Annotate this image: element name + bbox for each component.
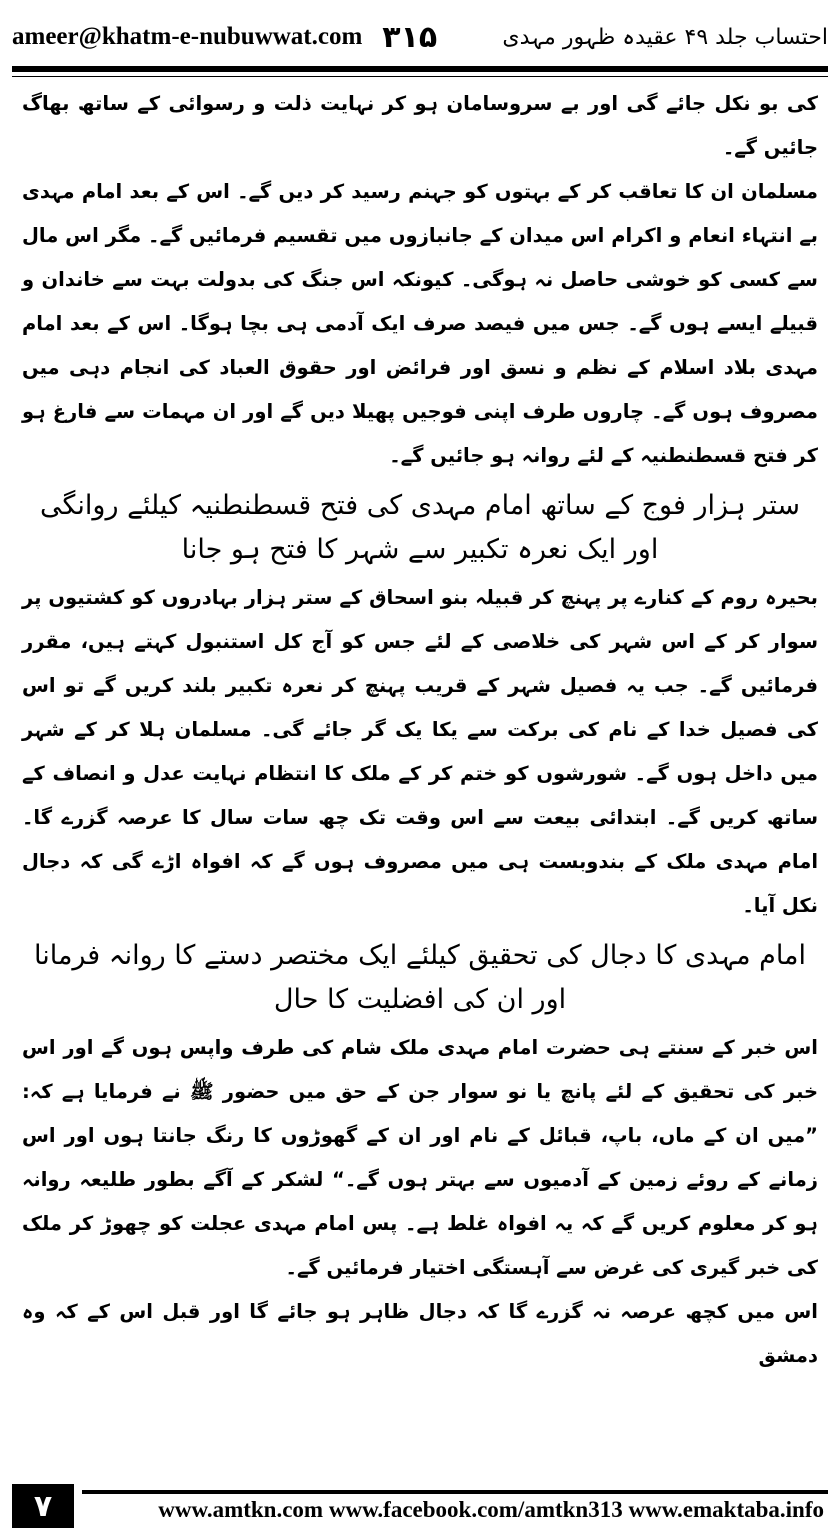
footer-rule: [82, 1490, 828, 1494]
page-footer: [12, 1484, 828, 1528]
section-heading-2: [22, 934, 818, 1022]
section-heading-2-line-2: اور ان کی افضلیت کا حال: [273, 984, 567, 1015]
header-rule-thick: [12, 66, 828, 72]
page-header: [12, 14, 828, 60]
header-email[interactable]: ameer@khatm-e-nubuwwat.com: [12, 23, 363, 50]
footer-number: ۷: [12, 1484, 74, 1528]
header-rule-thin: [12, 76, 828, 77]
paragraph-1: کی بو نکل جائے گی اور بے سروسامان ہو کر نہایت ذلت و رسوائی کے ساتھ بھاگ جائیں گے۔: [22, 92, 818, 159]
section-heading-1: [22, 484, 818, 572]
header-title: احتساب جلد ۴۹ عقیدہ ظہور مہدی: [502, 24, 828, 50]
header-left: [12, 20, 437, 55]
footer-bar: [74, 1484, 828, 1528]
header-page-number: ۳۱۵: [382, 19, 438, 55]
paragraph-3: بحیرہ روم کے کنارے پر پہنچ کر قبیلہ بنو اسحاق کے ستر ہزار بہادروں کو کشتیوں پر سوار کر کے اس شہر کی خلاصی کے لئے جس کو آج کل استنبول کہتے ہیں، مقرر فرمائیں گے۔ جب یہ فصیل شہر کے قریب پہنچ کر نعرہ تکبیر بلند کریں گے تو اس کی فصیل خدا کے نام کی برکت سے یکا یک گر جائے گی۔ مسلمان ہلا کر کے شہر میں داخل ہوں گے۔ شورشوں کو ختم کر کے ملک کا انتظام نہایت عدل و انصاف کے ساتھ کریں گے۔ ابتدائی بیعت سے اس وقت تک چھ سات سال کا عرصہ گزرے گا۔ امام مہدی ملک کے بندوبست ہی میں مصروف ہوں گے کہ افواہ اڑے گی کہ دجال نکل آیا۔: [22, 586, 818, 917]
paragraph-4: اس خبر کے سنتے ہی حضرت امام مہدی ملک شام کی طرف واپس ہوں گے اور اس خبر کی تحقیق کے لئے پانچ یا نو سوار جن کے حق میں حضور ﷺ نے فرمایا ہے کہ: ”میں ان کے ماں، باپ، قبائل کے نام اور ان کے گھوڑوں کا رنگ جانتا ہوں اور اس زمانے کے روئے زمین کے آدمیوں سے بہتر ہوں گے۔“ لشکر کے آگے بطور طلیعہ روانہ ہو کر معلوم کریں گے کہ یہ افواہ غلط ہے۔ پس امام مہدی عجلت کو چھوڑ کر ملک کی خبر گیری کی غرض سے آہستگی اختیار فرمائیں گے۔: [22, 1036, 818, 1279]
footer-urls[interactable]: www.amtkn.com www.facebook.com/amtkn313 www.emaktaba.info: [158, 1496, 824, 1522]
paragraph-2: مسلمان ان کا تعاقب کر کے بہتوں کو جہنم رسید کر دیں گے۔ اس کے بعد امام مہدی بے انتہاء انعام و اکرام اس میدان کے جانبازوں میں تقسیم فرمائیں گے۔ مگر اس مال سے کسی کو خوشی حاصل نہ ہوگی۔ کیونکہ اس جنگ کی بدولت بہت سے خاندان و قبیلے ایسے ہوں گے۔ جس میں فیصد صرف ایک آدمی ہی بچا ہوگا۔ اس کے بعد امام مہدی بلاد اسلام کے نظم و نسق اور فرائض اور حقوق العباد کی انجام دہی میں مصروف ہوں گے۔ چاروں طرف اپنی فوجیں پھیلا دیں گے اور ان مہمات سے فارغ ہو کر فتح قسطنطنیہ کے لئے روانہ ہو جائیں گے۔: [22, 180, 818, 467]
page-body: [22, 82, 818, 1472]
section-heading-1-line-2: اور ایک نعرہ تکبیر سے شہر کا فتح ہو جانا: [181, 534, 659, 565]
section-heading-1-line-1: ستر ہزار فوج کے ساتھ امام مہدی کی فتح قسطنطنیہ کیلئے روانگی: [39, 490, 801, 521]
paragraph-5: اس میں کچھ عرصہ نہ گزرے گا کہ دجال ظاہر ہو جائے گا اور قبل اس کے کہ وہ دمشق: [22, 1300, 818, 1367]
section-heading-2-line-1: امام مہدی کا دجال کی تحقیق کیلئے ایک مختصر دستے کا روانہ فرمانا: [33, 940, 807, 971]
